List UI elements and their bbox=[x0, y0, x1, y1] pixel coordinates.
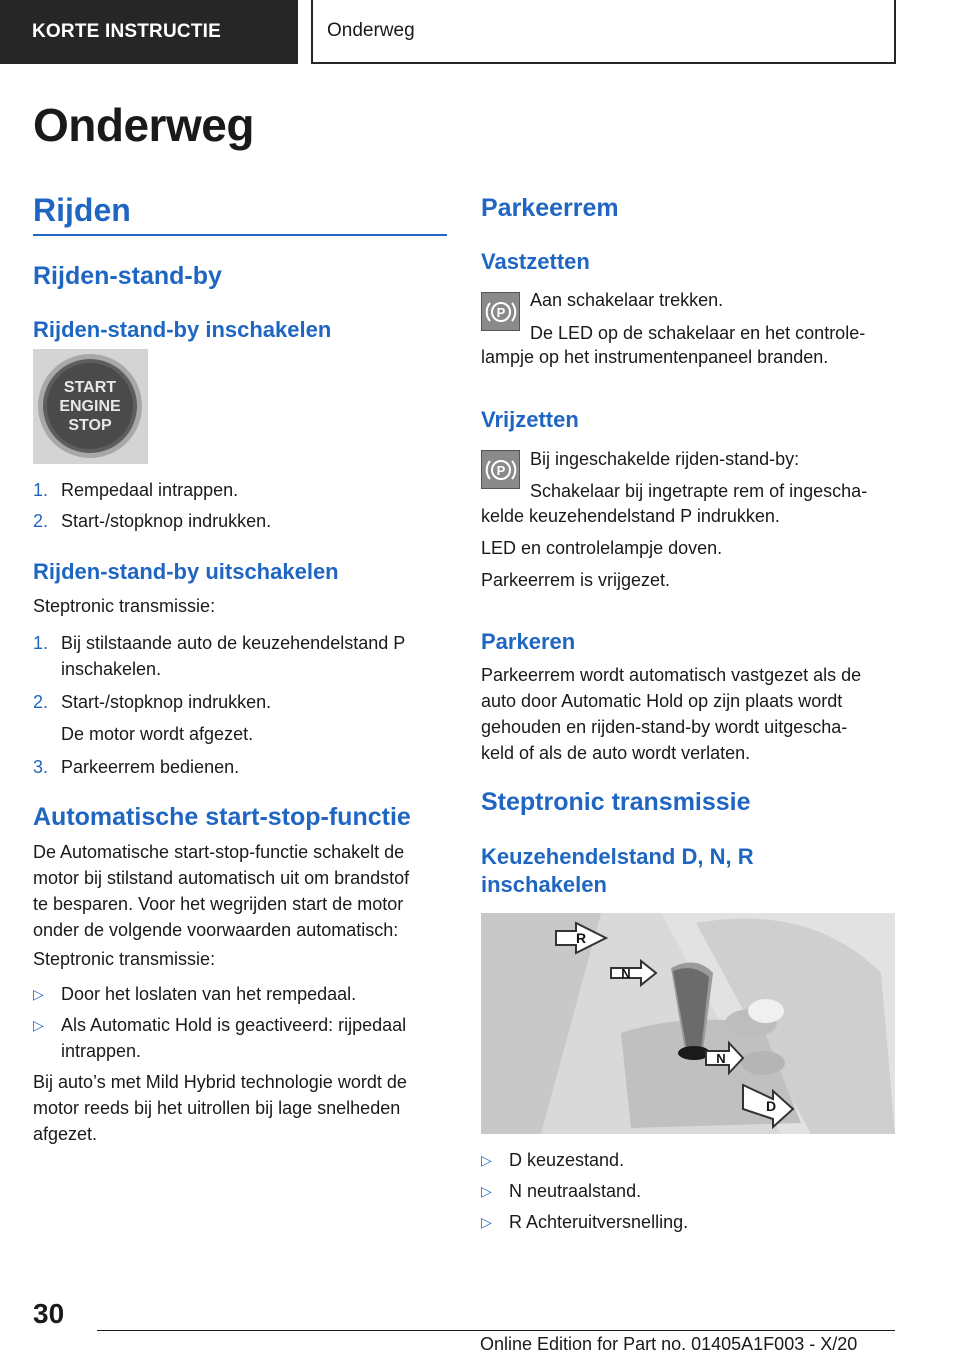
start-stop-button-icon bbox=[33, 349, 148, 464]
start-stop-button-image bbox=[33, 349, 148, 464]
svg-text:D: D bbox=[765, 1098, 777, 1114]
vastzetten-line2: De LED op de schakelaar en het controle- bbox=[530, 323, 866, 343]
triangle-bullet-icon: ▷ bbox=[481, 1183, 492, 1199]
svg-text:N: N bbox=[621, 966, 631, 981]
section-rule bbox=[33, 234, 447, 236]
triangle-bullet-icon: ▷ bbox=[481, 1214, 492, 1230]
svg-text:R: R bbox=[575, 930, 587, 946]
auto-paragraph: De Automatische start-stop-functie schakelt de motor bij stilstand automatisch uit om brandstof te besparen. Voor het wegrijden start de motor onder de volgende voorwaarden automatisch: bbox=[33, 842, 410, 940]
gear-selector-image bbox=[481, 913, 895, 1134]
heading-keuzehendel: Keuzehendelstand D, N, R inschakelen bbox=[481, 844, 754, 897]
edition-text[interactable]: Online Edition for Part no. 01405A1F003 - X/20 bbox=[480, 1334, 858, 1354]
chapter-tab[interactable]: Onderweg bbox=[311, 0, 896, 64]
subsection-title-auto-start-stop: Automatische start-stop-functie bbox=[33, 803, 411, 831]
section-tab[interactable]: KORTE INSTRUCTIE bbox=[0, 0, 298, 64]
stop-label: STOP bbox=[68, 417, 112, 434]
heading-vrijzetten: Vrijzetten bbox=[481, 407, 579, 432]
footer-rule bbox=[97, 1330, 895, 1331]
heading-parkeren: Parkeren bbox=[481, 629, 576, 654]
heading-inschakelen: Rijden-stand-by inschakelen bbox=[33, 317, 332, 342]
section-title-steptronic: Steptronic transmissie bbox=[481, 788, 751, 816]
vrijzetten-line1: Bij ingeschakelde rijden-stand-by: bbox=[530, 449, 800, 469]
vastzetten-line1: Aan schakelaar trekken. bbox=[530, 290, 724, 310]
subsection-title-standby: Rijden-stand-by bbox=[33, 262, 222, 290]
vrijzetten-line5: Parkeerrem is vrijgezet. bbox=[481, 570, 671, 590]
auto-closing: Bij auto’s met Mild Hybrid technologie wordt de motor reeds bij het uitrollen bij lage snelheden afgezet. bbox=[33, 1072, 407, 1144]
auto-intro: Steptronic transmissie: bbox=[33, 949, 216, 969]
parking-brake-icon bbox=[481, 450, 520, 489]
vrijzetten-line2: Schakelaar bij ingetrapte rem of ingescha- bbox=[530, 481, 868, 501]
parking-brake-icon bbox=[481, 292, 520, 331]
engine-label: ENGINE bbox=[59, 398, 121, 415]
gear-selector-illustration bbox=[481, 913, 895, 1134]
svg-text:N: N bbox=[716, 1051, 726, 1066]
heading-uitschakelen: Rijden-stand-by uitschakelen bbox=[33, 559, 339, 584]
page-title: Onderweg bbox=[33, 99, 254, 151]
section-title-parkeerrem: Parkeerrem bbox=[481, 194, 619, 222]
vastzetten-line3: lampje op het instrumentenpaneel branden. bbox=[481, 347, 829, 367]
parkeren-paragraph: Parkeerrem wordt automatisch vastgezet als de auto door Automatic Hold op zijn plaats wordt gehouden en rijden-stand-by wordt uitgescha- keld of als de auto wordt verlaten. bbox=[481, 665, 862, 763]
vrijzetten-line4: LED en controlelampje doven. bbox=[481, 538, 723, 558]
top-bar bbox=[0, 0, 960, 66]
vrijzetten-line3: kelde keuzehendelstand P indrukken. bbox=[481, 506, 780, 526]
start-label: START bbox=[63, 379, 117, 396]
svg-text:P: P bbox=[496, 304, 505, 320]
heading-vastzetten: Vastzetten bbox=[481, 249, 590, 274]
triangle-bullet-icon: ▷ bbox=[33, 1017, 44, 1033]
triangle-bullet-icon: ▷ bbox=[33, 986, 44, 1002]
uitschakelen-intro: Steptronic transmissie: bbox=[33, 596, 216, 616]
page-number: 30 bbox=[33, 1298, 65, 1329]
svg-text:P: P bbox=[496, 462, 505, 478]
section-title-rijden: Rijden bbox=[33, 192, 131, 228]
triangle-bullet-icon: ▷ bbox=[481, 1152, 492, 1168]
